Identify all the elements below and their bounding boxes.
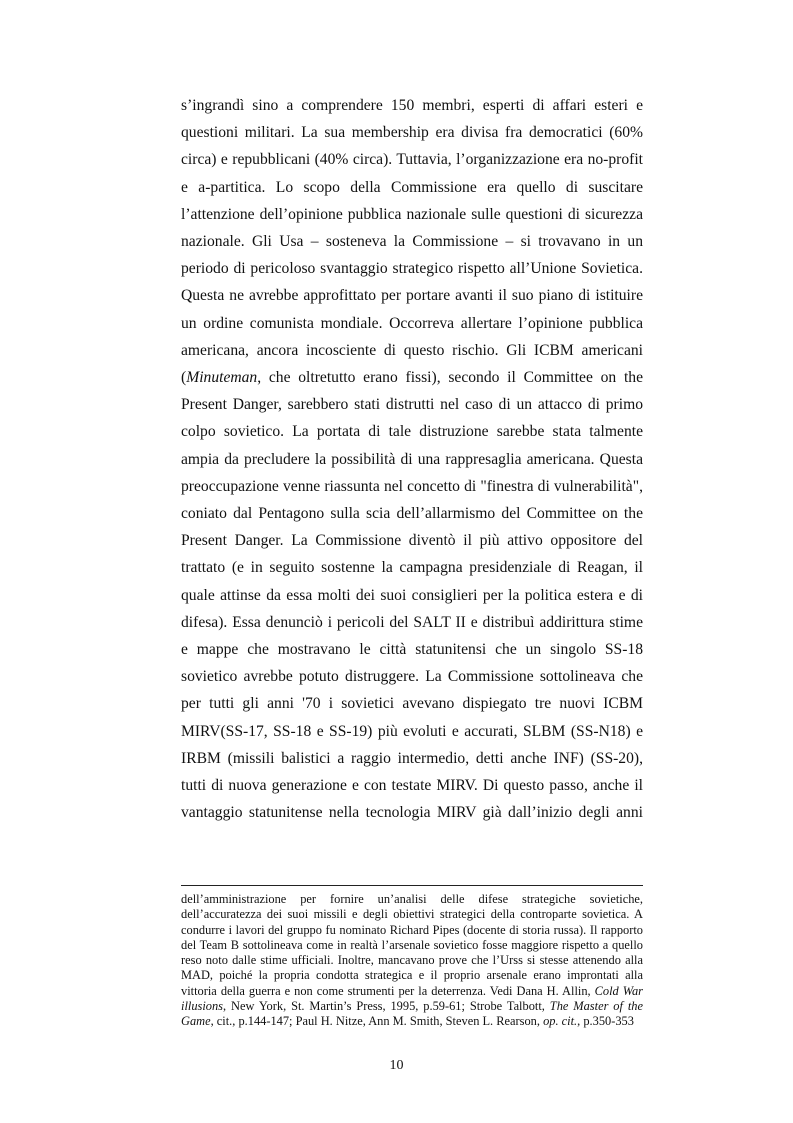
footnote-text-2: , New York, St. Martin’s Press, 1995, p.59-61; Strobe Talbott, — [223, 999, 550, 1014]
footnote-text-3: , cit., p.144-147; Paul H. Nitze, Ann M. Smith, Steven L. Rearson, — [210, 1014, 544, 1029]
footnote-italic-1: Cold War illusions — [181, 983, 643, 1014]
page-number: 10 — [389, 1058, 404, 1073]
footnote-italic-2: The Master of the Game — [181, 999, 643, 1029]
footnote-text-1: dell’amministrazione per fornire un’analisi delle difese strategiche sovietiche, dell’accuratezza dei suoi missili e degli obiettivi strategici della controparte sovietica. A condurre i lavori del gruppo fu nominato Richard Pipes (docente di storia russa). Il rapporto del Team B sottolineava come in realtà l’arsenale sovietico fosse maggiore rispetto a quello reso noto dalle stime ufficiali. Inoltre, mancavano prove che l’Urss si stesse attenendo alla MAD, poiché la propria condotta strategica e il proprio arsenale erano improntati alla vittoria della guerra e non come strumenti per la deterrenza. Vedi Dana H. Allin, — [181, 892, 643, 998]
footnote-text-4: , p.350-353 — [577, 1014, 634, 1029]
body-text-part2: , che oltretutto erano fissi), secondo il Committee on the Present Danger, sarebbero stati distrutti nel caso di un attacco di primo colpo sovietico. La portata di tale distruzione sarebbe stata talmente ampia da precludere la possibilità di una rappresaglia americana. Questa preoccupazione venne riassunta nel concetto di "finestra di vulnerabilità", coniato dal Pentagono sulla scia dell’allarmismo del Committee on the Present Danger. La Commissione diventò il più attivo oppositore del trattato (e in seguito sostenne la campagna presidenziale di Reagan, il quale attinse da essa molti dei suoi consiglieri per la politica estera e di difesa). Essa denunciò i pericoli del SALT II e distribuì addirittura stime e mappe che mostravano le città statunitensi che un singolo SS-18 sovietico avrebbe potuto distruggere. La Commissione sottolineava che per tutti gli anni '70 i sovietici avevano dispiegato tre nuovi ICBM MIRV(SS-17, SS-18 e SS-19) più evoluti e accurati, SLBM (SS-N18) e IRBM (missili balistici a raggio intermedio, detti anche INF) (SS-20), tutti di nuova generazione e con testate MIRV. Di questo passo, anche il vantaggio statunitense nella tecnologia MIRV già dall’inizio degli anni — [181, 369, 643, 822]
body-paragraph — [181, 92, 643, 826]
footnote-italic-3: op. cit. — [543, 1014, 578, 1029]
footnote — [181, 892, 643, 1030]
body-italic-minuteman: Minuteman — [186, 369, 258, 387]
body-text-part1: s’ingrandì sino a comprendere 150 membri, esperti di affari esteri e questioni militari. La sua membership era divisa fra democratici (60% circa) e repubblicani (40% circa). Tuttavia, l’organizzazione era no-profit e a-partitica. Lo scopo della Commissione era quello di suscitare l’attenzione dell’opinione pubblica nazionale sulle questioni di sicurezza nazionale. Gli Usa – sosteneva la Commissione – si trovavano in un periodo di pericoloso svantaggio strategico rispetto all’Unione Sovietica. Questa ne avrebbe approfittato per portare avanti il suo piano di istituire un ordine comunista mondiale. Occorreva allertare l’opinione pubblica americana, ancora incosciente di questo rischio. Gli ICBM americani ( — [181, 97, 643, 387]
footnote-separator — [181, 885, 643, 886]
